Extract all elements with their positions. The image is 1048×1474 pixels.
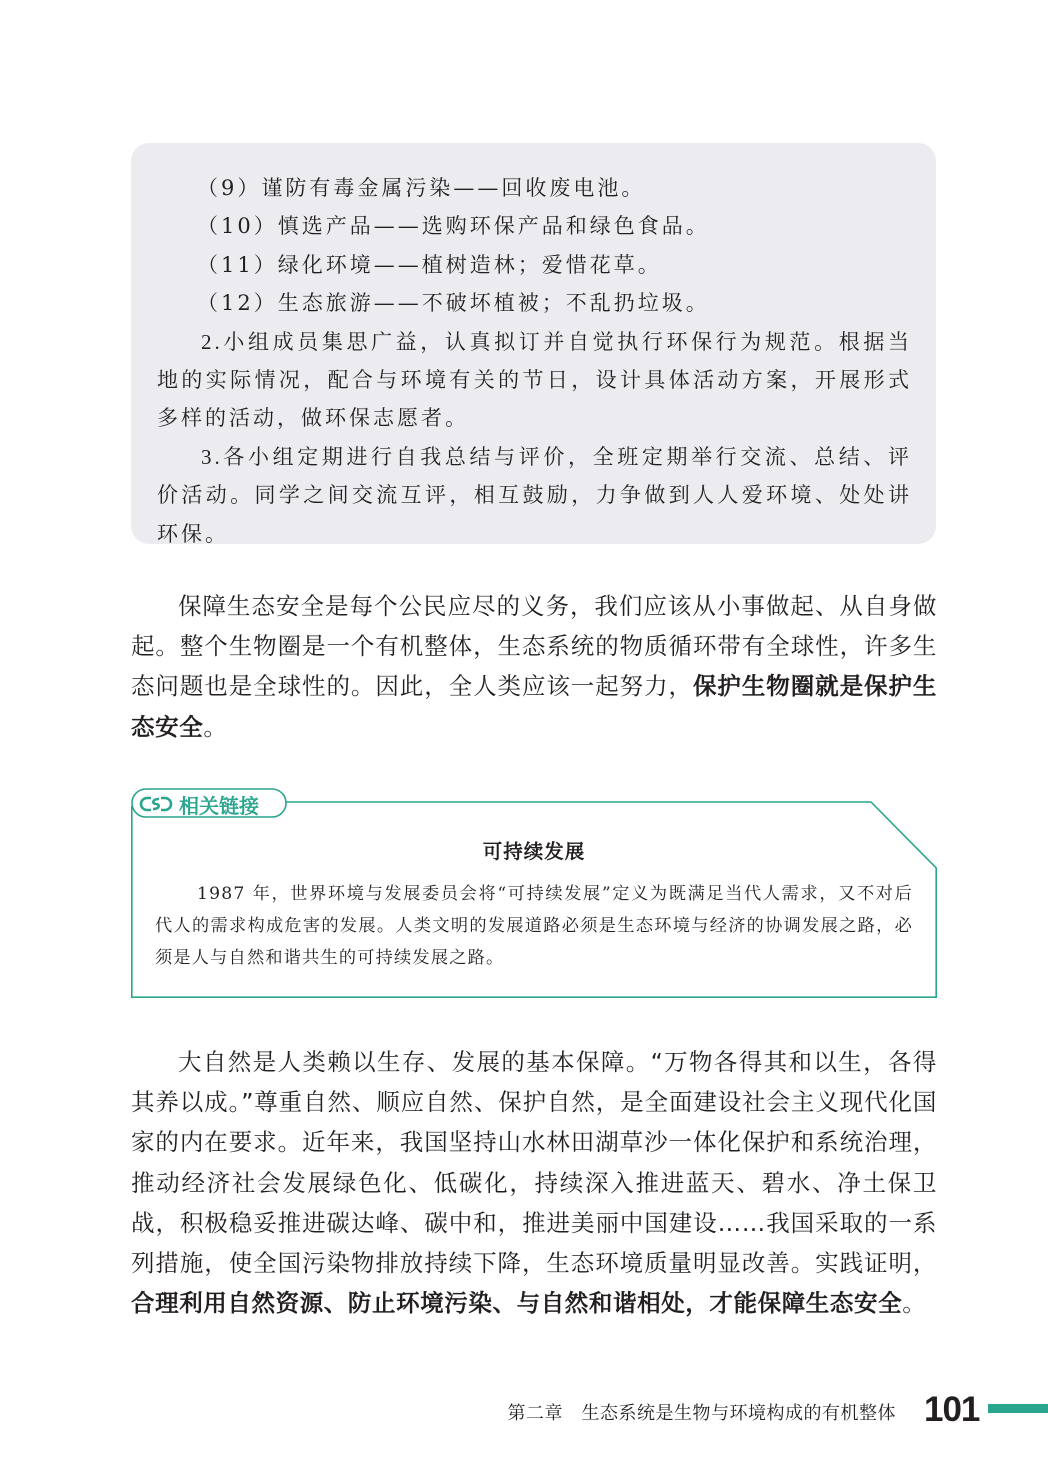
activity-box	[131, 143, 936, 544]
step-number: 2.	[201, 329, 223, 354]
related-link-box	[131, 788, 937, 998]
step-text: 小组成员集思广益，认真拟订并自觉执行环保行为规范。根据当地的实际情况，配合与环境有关的节日，设计具体活动方案，开展形式多样的活动，做环保志愿者。	[157, 329, 912, 431]
paragraph-emphasis: 保护生物圈就是保护生态安全	[131, 672, 937, 741]
link-chain-icon	[139, 794, 175, 814]
step-text: 各小组定期进行自我总结与评价，全班定期举行交流、总结、评价活动。同学之间交流互评，相互鼓励，力争做到人人爱环境、处处讲环保。	[157, 444, 912, 546]
paragraph-text: 大自然是人类赖以生存、发展的基本保障。“万物各得其和以生，各得其养以成。”尊重自然、顺应自然、保护自然，是全面建设社会主义现代化国家的内在要求。近年来，我国坚持山水林田湖草沙一体化保护和系统治理，推动经济社会发展绿色化、低碳化，持续深入推进蓝天、碧水、净土保卫战，积极稳妥推进碳达峰、碳中和，推进美丽中国建设……我国采取的一系列措施，使全国污染物排放持续下降，生态环境质量明显改善。实践证明，	[131, 1048, 937, 1278]
related-link-title: 可持续发展	[482, 840, 586, 863]
page-number: 101	[924, 1390, 980, 1429]
paragraph-nature	[131, 1042, 937, 1323]
activity-step-3	[157, 438, 912, 553]
activity-step-2	[157, 323, 912, 438]
related-link-body: 1987 年，世界环境与发展委员会将“可持续发展”定义为既满足当代人需求，又不对后代人的需求构成危害的发展。人类文明的发展道路必须是生态环境与经济的协调发展之路，必须是人与自然和谐共生的可持续发展之路。	[155, 884, 913, 968]
page-footer	[0, 1390, 1048, 1430]
activity-item-9: （9）谨防有毒金属污染——回收废电池。	[197, 176, 646, 200]
related-link-tag	[132, 789, 259, 819]
step-number: 3.	[201, 444, 223, 469]
paragraph-end: 。	[203, 712, 228, 741]
footer-accent-bar	[988, 1404, 1048, 1413]
chapter-title: 第二章 生态系统是生物与环境构成的有机整体	[507, 1403, 896, 1424]
related-link-label: 相关链接	[179, 793, 259, 818]
paragraph-emphasis: 合理利用自然资源、防止环境污染、与自然和谐相处，才能保障生态安全	[131, 1289, 903, 1318]
paragraph-end: 。	[902, 1289, 927, 1318]
activity-item-10: （10）慎选产品——选购环保产品和绿色食品。	[197, 214, 710, 239]
activity-item-12: （12）生态旅游——不破坏植被；不乱扔垃圾。	[197, 291, 710, 316]
activity-item-11: （11）绿化环境——植树造林；爱惜花草。	[197, 252, 662, 277]
paragraph-text: 保障生态安全是每个公民应尽的义务，我们应该从小事做起、从自身做起。整个生物圈是一个有机整体，生态系统的物质循环带有全球性，许多生态问题也是全球性的。因此，全人类应该一起努力，	[131, 592, 937, 701]
paragraph-eco-security	[131, 586, 937, 747]
